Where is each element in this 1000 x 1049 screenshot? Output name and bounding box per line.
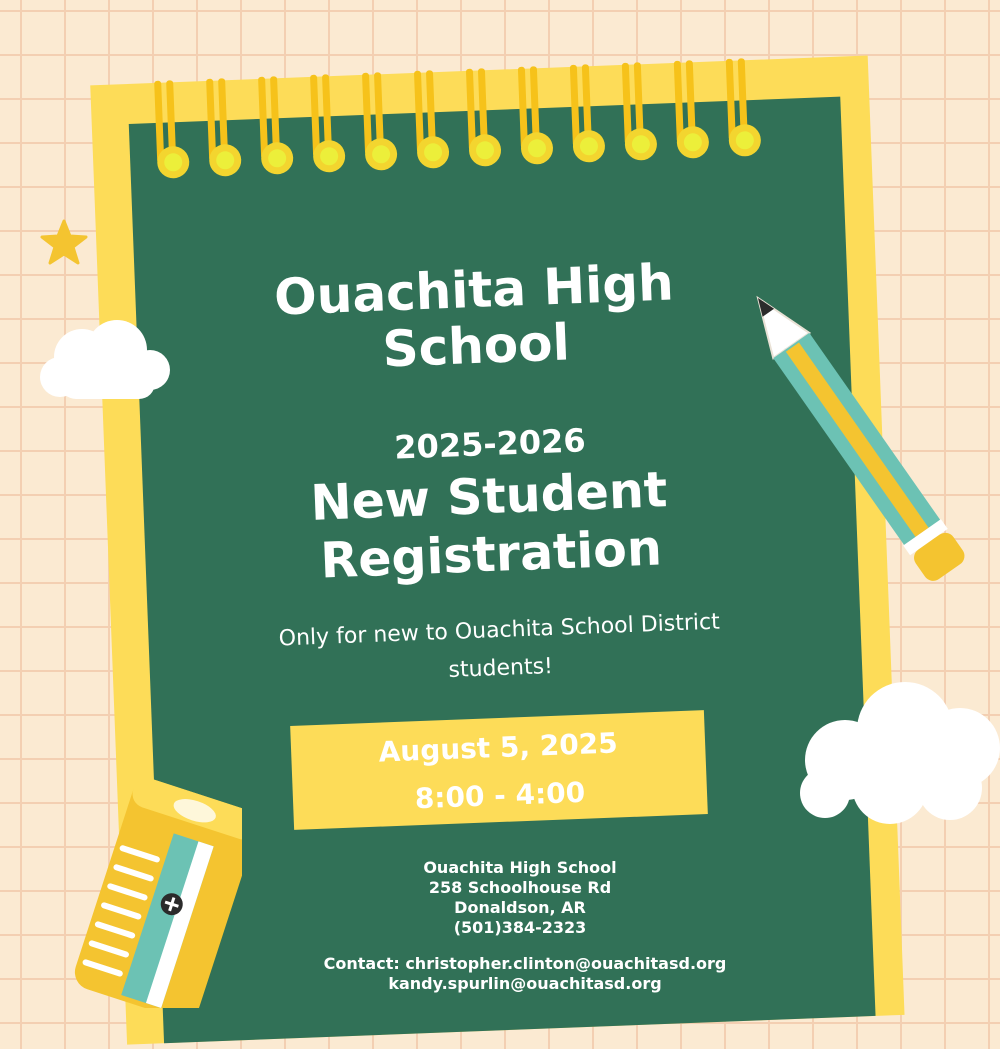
contact-line-2: kandy.spurlin@ouachitasd.org — [388, 974, 662, 993]
contact-line-1: Contact: christopher.clinton@ouachitasd.org — [323, 954, 727, 973]
address-phone: (501)384-2323 — [453, 918, 587, 937]
event-time: 8:00 - 4:00 — [414, 775, 586, 816]
address-school-name: Ouachita High School — [423, 858, 617, 877]
school-address — [330, 858, 710, 938]
school-title-line-1: Ouachita High — [273, 253, 675, 327]
eligibility-note — [204, 601, 796, 700]
school-year: 2025-2026 — [393, 421, 587, 467]
contact-info — [225, 954, 825, 994]
address-street: 258 Schoolhouse Rd — [428, 878, 612, 897]
eligibility-note-line-2: students! — [448, 653, 554, 683]
registration-heading — [228, 458, 752, 594]
address-city: Donaldson, AR — [454, 898, 586, 917]
date-banner — [290, 710, 708, 830]
registration-heading-line-1: New Student — [309, 461, 669, 532]
school-title — [213, 252, 737, 384]
registration-heading-line-2: Registration — [319, 519, 663, 590]
school-title-line-2: School — [381, 313, 571, 379]
event-date: August 5, 2025 — [377, 726, 619, 769]
eligibility-note-line-1: Only for new to Ouachita School District — [278, 609, 721, 652]
